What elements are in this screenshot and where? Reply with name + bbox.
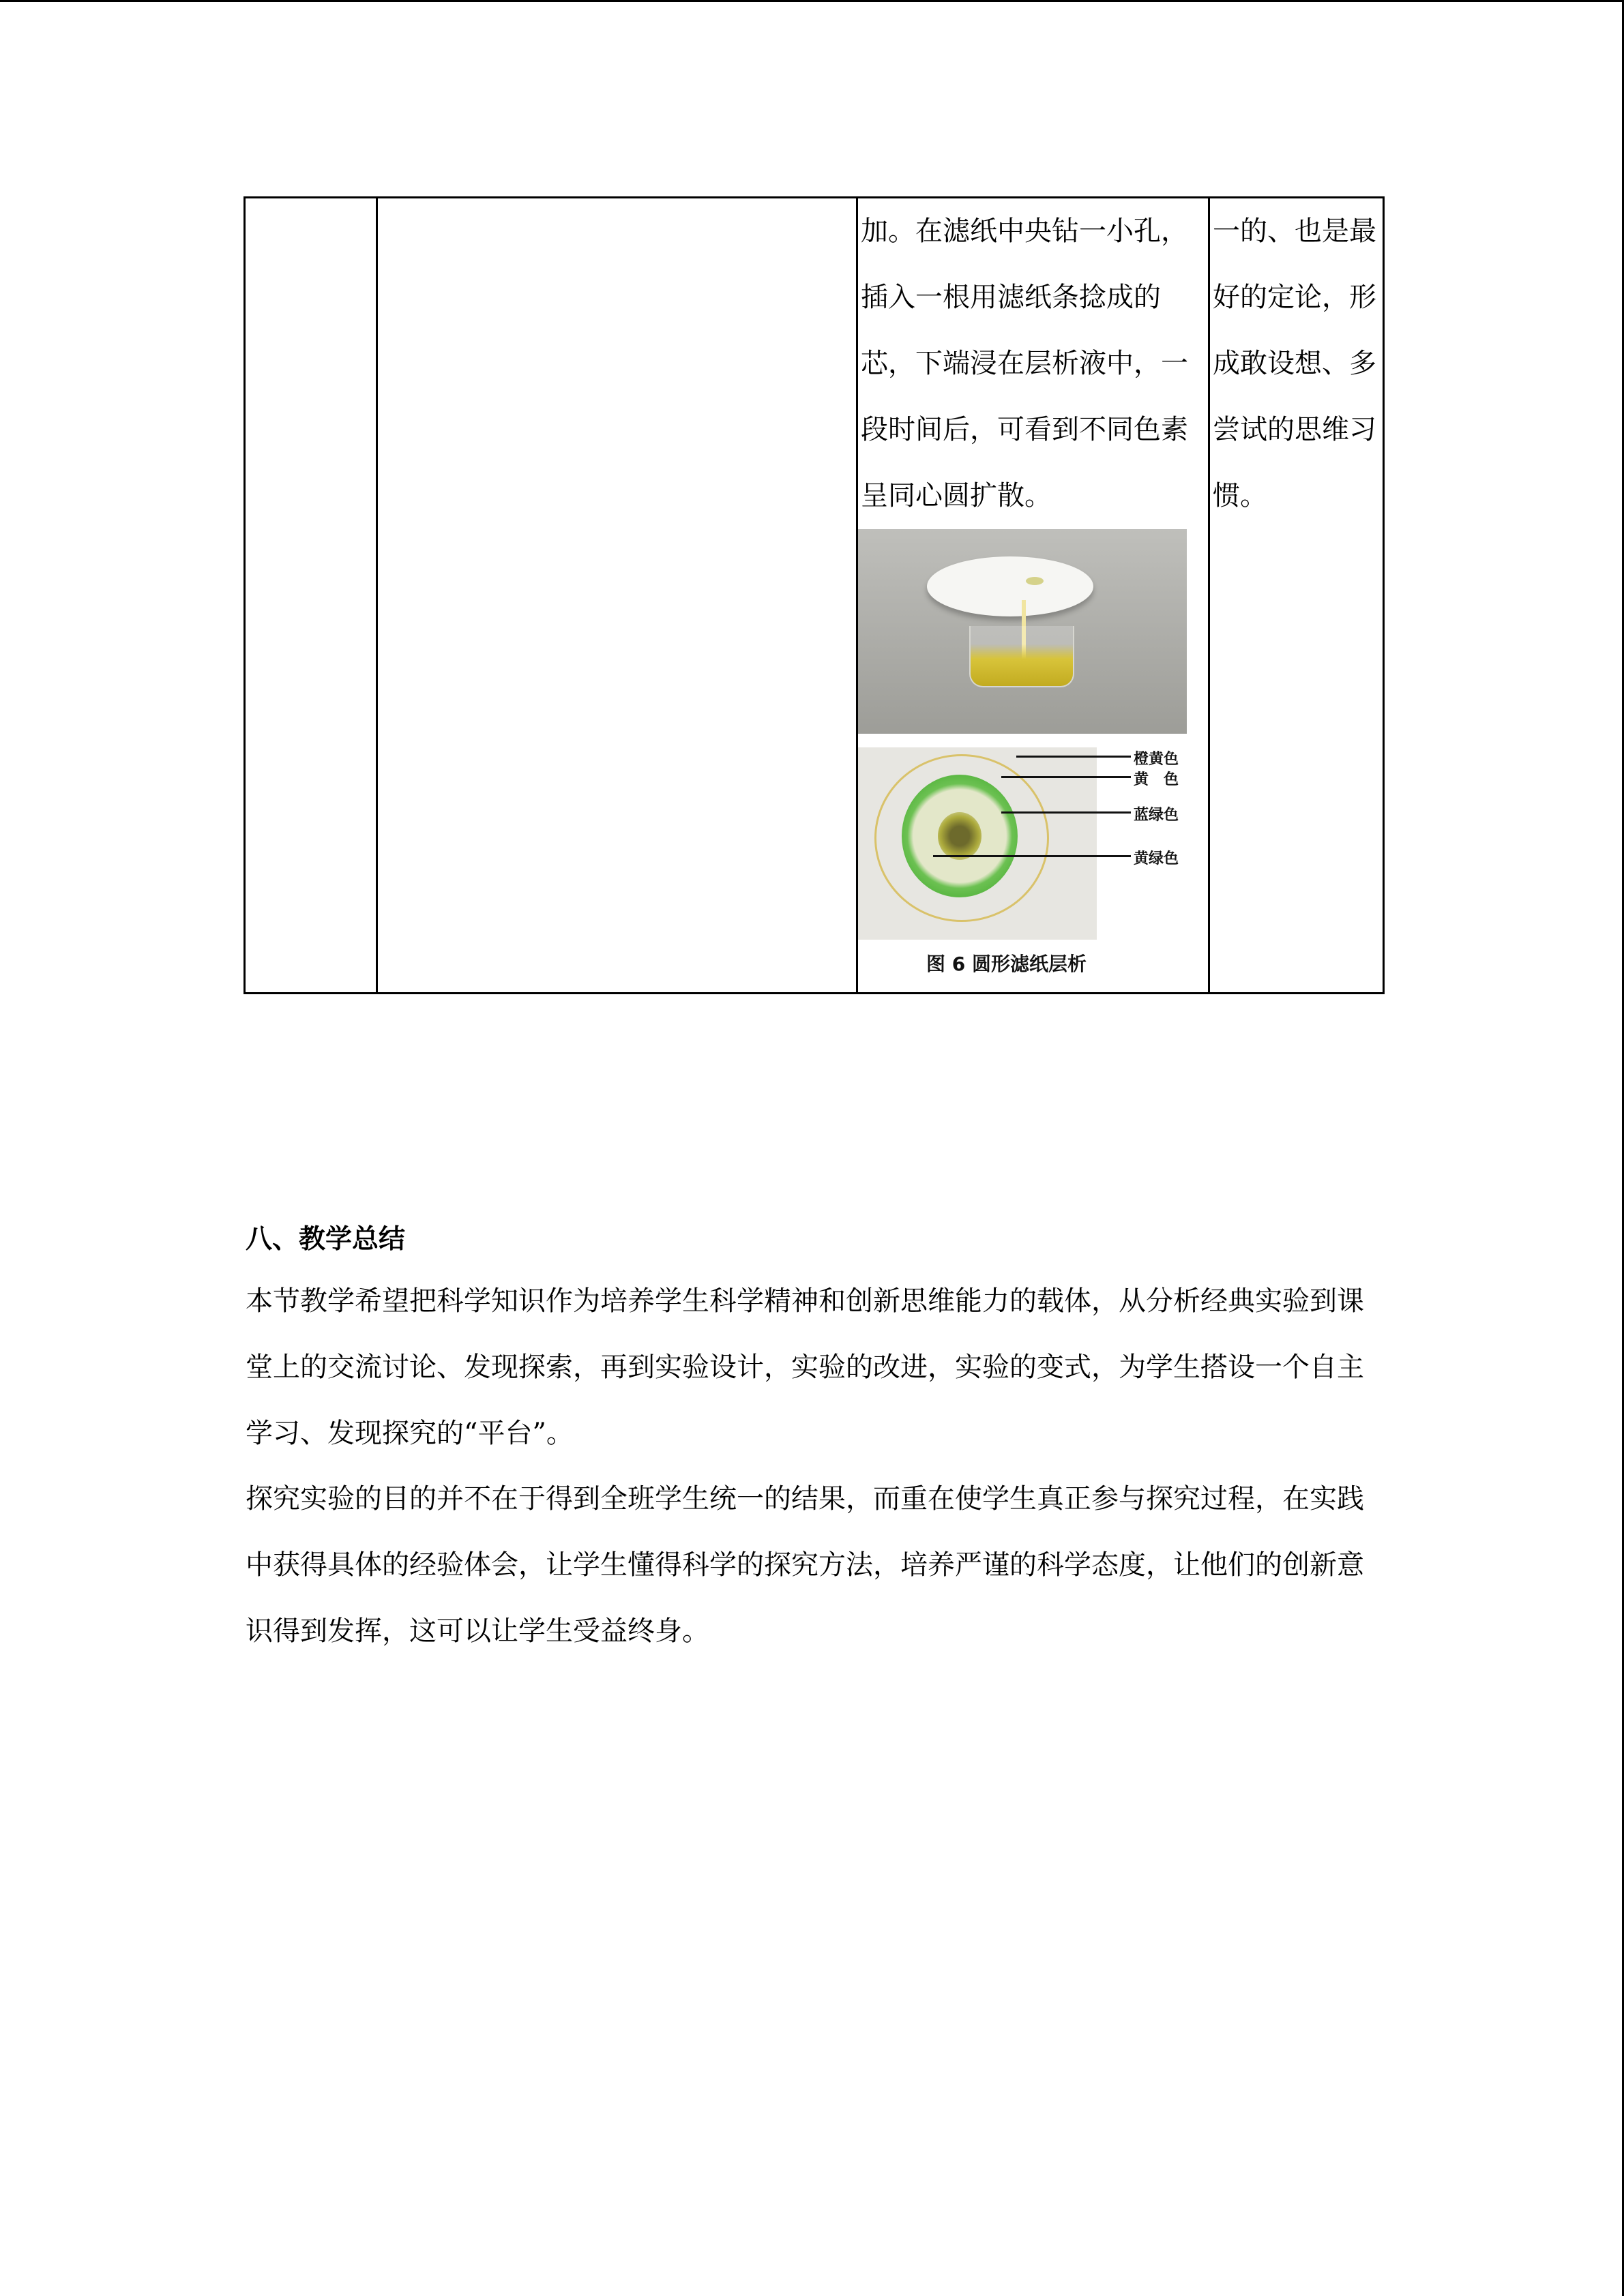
pointer-line: [1001, 811, 1131, 814]
summary-paragraph-1: 本节教学希望把科学知识作为培养学生科学精神和创新思维能力的载体，从分析经典实验到课堂上的交流讨论、发现探索，再到实验设计，实验的改进，实验的变式，为学生搭设一个自主学习、发现探究的“平台”。: [246, 1285, 1364, 1449]
table-cell-2: [377, 198, 857, 994]
pigment-label: 橙黄色: [1134, 751, 1179, 768]
chromatography-figure: [858, 747, 1185, 987]
table-row: [245, 198, 1384, 994]
summary-paragraph-2: 探究实验的目的并不在于得到全班学生统一的结果，而重在使学生真正参与探究过程，在实践中获得具体的经验体会，让学生懂得科学的探究方法，培养严谨的科学态度，让他们的创新意识得到发挥，这可以让学生受益终身。: [246, 1483, 1364, 1647]
pigment-label: 蓝绿色: [1134, 807, 1179, 824]
filter-paper-disc: [927, 556, 1093, 616]
section-title: 八、教学总结: [246, 1224, 406, 1255]
lesson-table: [243, 196, 1385, 994]
disc-center-spot: [1026, 577, 1044, 585]
table-cell-3: [857, 198, 1209, 994]
pigment-label: 黄绿色: [1134, 850, 1179, 867]
center-pigment-spot: [938, 812, 981, 860]
conclusion-text: 一的、也是最好的定论，形成敢设想、多尝试的思维习惯。: [1213, 215, 1376, 511]
experiment-description: 加。在滤纸中央钻一小孔，插入一根用滤纸条捻成的芯，下端浸在层析液中，一段时间后，可看到不同色素呈同心圆扩散。: [861, 215, 1188, 511]
page-top-border: [0, 0, 1624, 2]
beaker-photo: [858, 529, 1187, 734]
beaker-with-solution: [969, 626, 1074, 687]
pigment-label: 黄 色: [1134, 771, 1179, 788]
table-cell-1: [245, 198, 377, 994]
pointer-line: [1001, 776, 1131, 778]
pointer-line: [1016, 756, 1131, 758]
table-cell-4: [1209, 198, 1384, 994]
pointer-line: [933, 855, 1131, 857]
figure-caption: 图 6 圆形滤纸层析: [926, 953, 1087, 975]
